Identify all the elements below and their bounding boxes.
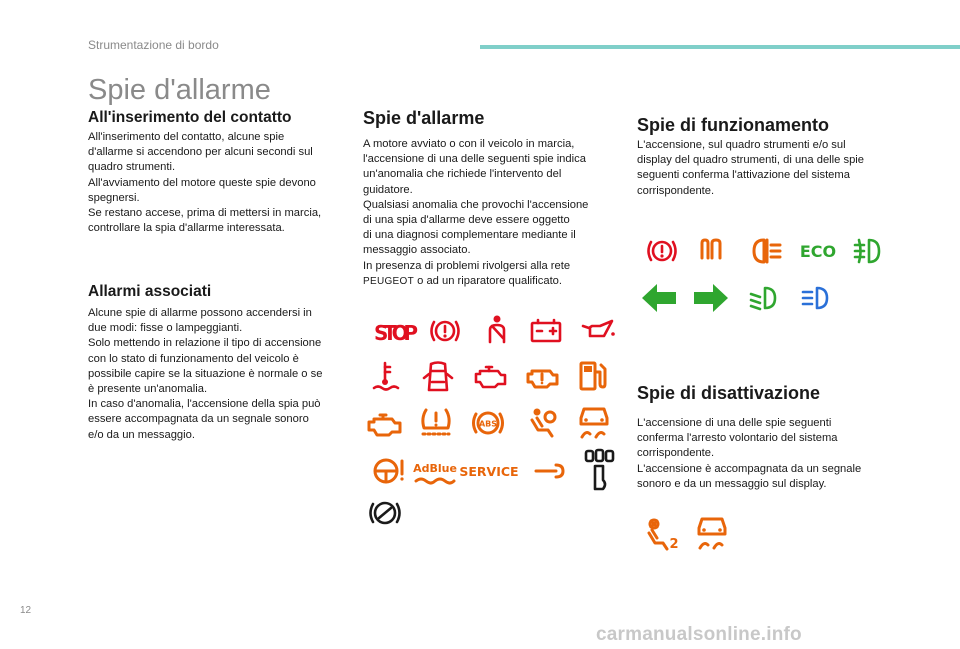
steering-fault-icon bbox=[372, 455, 406, 487]
abs-icon-label: ABS bbox=[478, 419, 498, 429]
adblue-icon-label: AdBlue bbox=[413, 462, 457, 475]
ignition-heading: All'inserimento del contatto bbox=[88, 109, 292, 126]
operation-lamps-text: L'accensione, sul quadro strumenti e/o sul display del quadro strumenti, di una delle spie seguenti conferma l'attivazione del sistema corrispondente. bbox=[637, 139, 864, 197]
adblue-icon bbox=[414, 458, 456, 486]
battery-icon bbox=[530, 318, 562, 344]
service-icon-label: SERVICE bbox=[459, 464, 519, 479]
main-beam-icon bbox=[799, 284, 833, 312]
stop-icon-label: STOP bbox=[374, 321, 418, 345]
rear-fog-light-icon bbox=[750, 236, 784, 266]
page-number: 12 bbox=[20, 605, 32, 616]
ignition-text: All'inserimento del contatto, alcune spie d'allarme si accendono per alcuni secondi sul quadro strumenti. All'avviamento del motore queste spie devono spegnersi. Se restano accese, prima di mettersi in marcia, controllare la spia d'allarme interessata. bbox=[88, 131, 322, 235]
coolant-temperature-icon bbox=[372, 360, 402, 392]
electric-parking-brake-icon bbox=[366, 498, 404, 528]
associated-alarms-heading: Allarmi associati bbox=[88, 283, 212, 300]
brake-red-icon bbox=[428, 316, 462, 346]
oil-pressure-icon bbox=[580, 318, 616, 342]
stop-icon bbox=[373, 318, 419, 346]
engine-warning-orange-icon bbox=[366, 410, 404, 438]
esp-icon bbox=[577, 404, 611, 440]
tyre-pressure-icon bbox=[418, 404, 454, 440]
abs-icon bbox=[470, 408, 506, 438]
deactivation-lamps-heading: Spie di disattivazione bbox=[637, 383, 821, 403]
associated-alarms-text: Alcune spie di allarme possono accendersi in due modi: fisse o lampeggianti. Solo mettendo in relazione il tipo di accensione con lo stato di funzionamento del veicolo è possibile capire se la situazione è normale o se è presente un'anomalia. In caso d'anomalia, l'accensione della spia può essere accompagnata da un segnale sonoro e/o da un messaggio. bbox=[88, 307, 323, 441]
eco-icon bbox=[797, 238, 839, 264]
seatbelt-icon bbox=[482, 314, 512, 346]
door-open-icon bbox=[423, 360, 453, 394]
foot-on-brake-icon bbox=[583, 448, 617, 492]
fuel-level-icon bbox=[578, 360, 608, 394]
deactivation-lamps-text: L'accensione di una delle spie seguenti conferma l'arresto volontario del sistema corrispondente. L'accensione è accompagnata da un segnale sonoro e da un messaggio sul display. bbox=[637, 417, 862, 490]
warning-lamps-text-block bbox=[363, 137, 623, 289]
wrench-icon bbox=[532, 458, 566, 484]
brake-red-operation-icon bbox=[644, 236, 680, 266]
airbag-off-label: 2 bbox=[669, 537, 679, 552]
airbag-icon bbox=[526, 406, 558, 440]
eco-icon-label: ECO bbox=[799, 242, 837, 261]
right-turn-indicator-icon bbox=[692, 282, 730, 314]
page-title: Spie d'allarme bbox=[88, 74, 271, 106]
brand-name: PEUGEOT bbox=[363, 275, 414, 287]
section-title: Strumentazione di bordo bbox=[88, 38, 219, 52]
dipped-beam-icon bbox=[747, 284, 781, 312]
esp-off-icon bbox=[694, 514, 730, 554]
watermark-text: carmanualsonline.info bbox=[596, 624, 802, 645]
operation-lamps-heading: Spie di funzionamento bbox=[637, 115, 829, 135]
service-icon bbox=[459, 460, 519, 482]
warning-lamps-text-end bbox=[363, 274, 623, 289]
left-turn-indicator-icon bbox=[640, 282, 678, 314]
warning-lamps-heading: Spie d'allarme bbox=[363, 108, 485, 128]
header-rule bbox=[480, 45, 960, 49]
front-fog-light-icon bbox=[851, 236, 885, 266]
warning-lamps-text: A motore avviato o con il veicolo in marcia, l'accensione di una delle seguenti spie indica un'anomalia che richiede l'intervento del guidatore. Qualsiasi anomalia che provochi l'accensione di una spia d'allarme deve essere oggetto di una diagnosi complementare mediante il messaggio associato. In presenza di problemi rivolgersi alla rete bbox=[363, 138, 589, 272]
engine-red-icon bbox=[474, 362, 508, 390]
warning-lamps-text-tail: o ad un riparatore qualificato. bbox=[414, 274, 563, 287]
passenger-airbag-off-icon bbox=[644, 516, 680, 554]
glow-plug-icon bbox=[698, 238, 728, 264]
engine-fault-icon bbox=[526, 362, 560, 390]
